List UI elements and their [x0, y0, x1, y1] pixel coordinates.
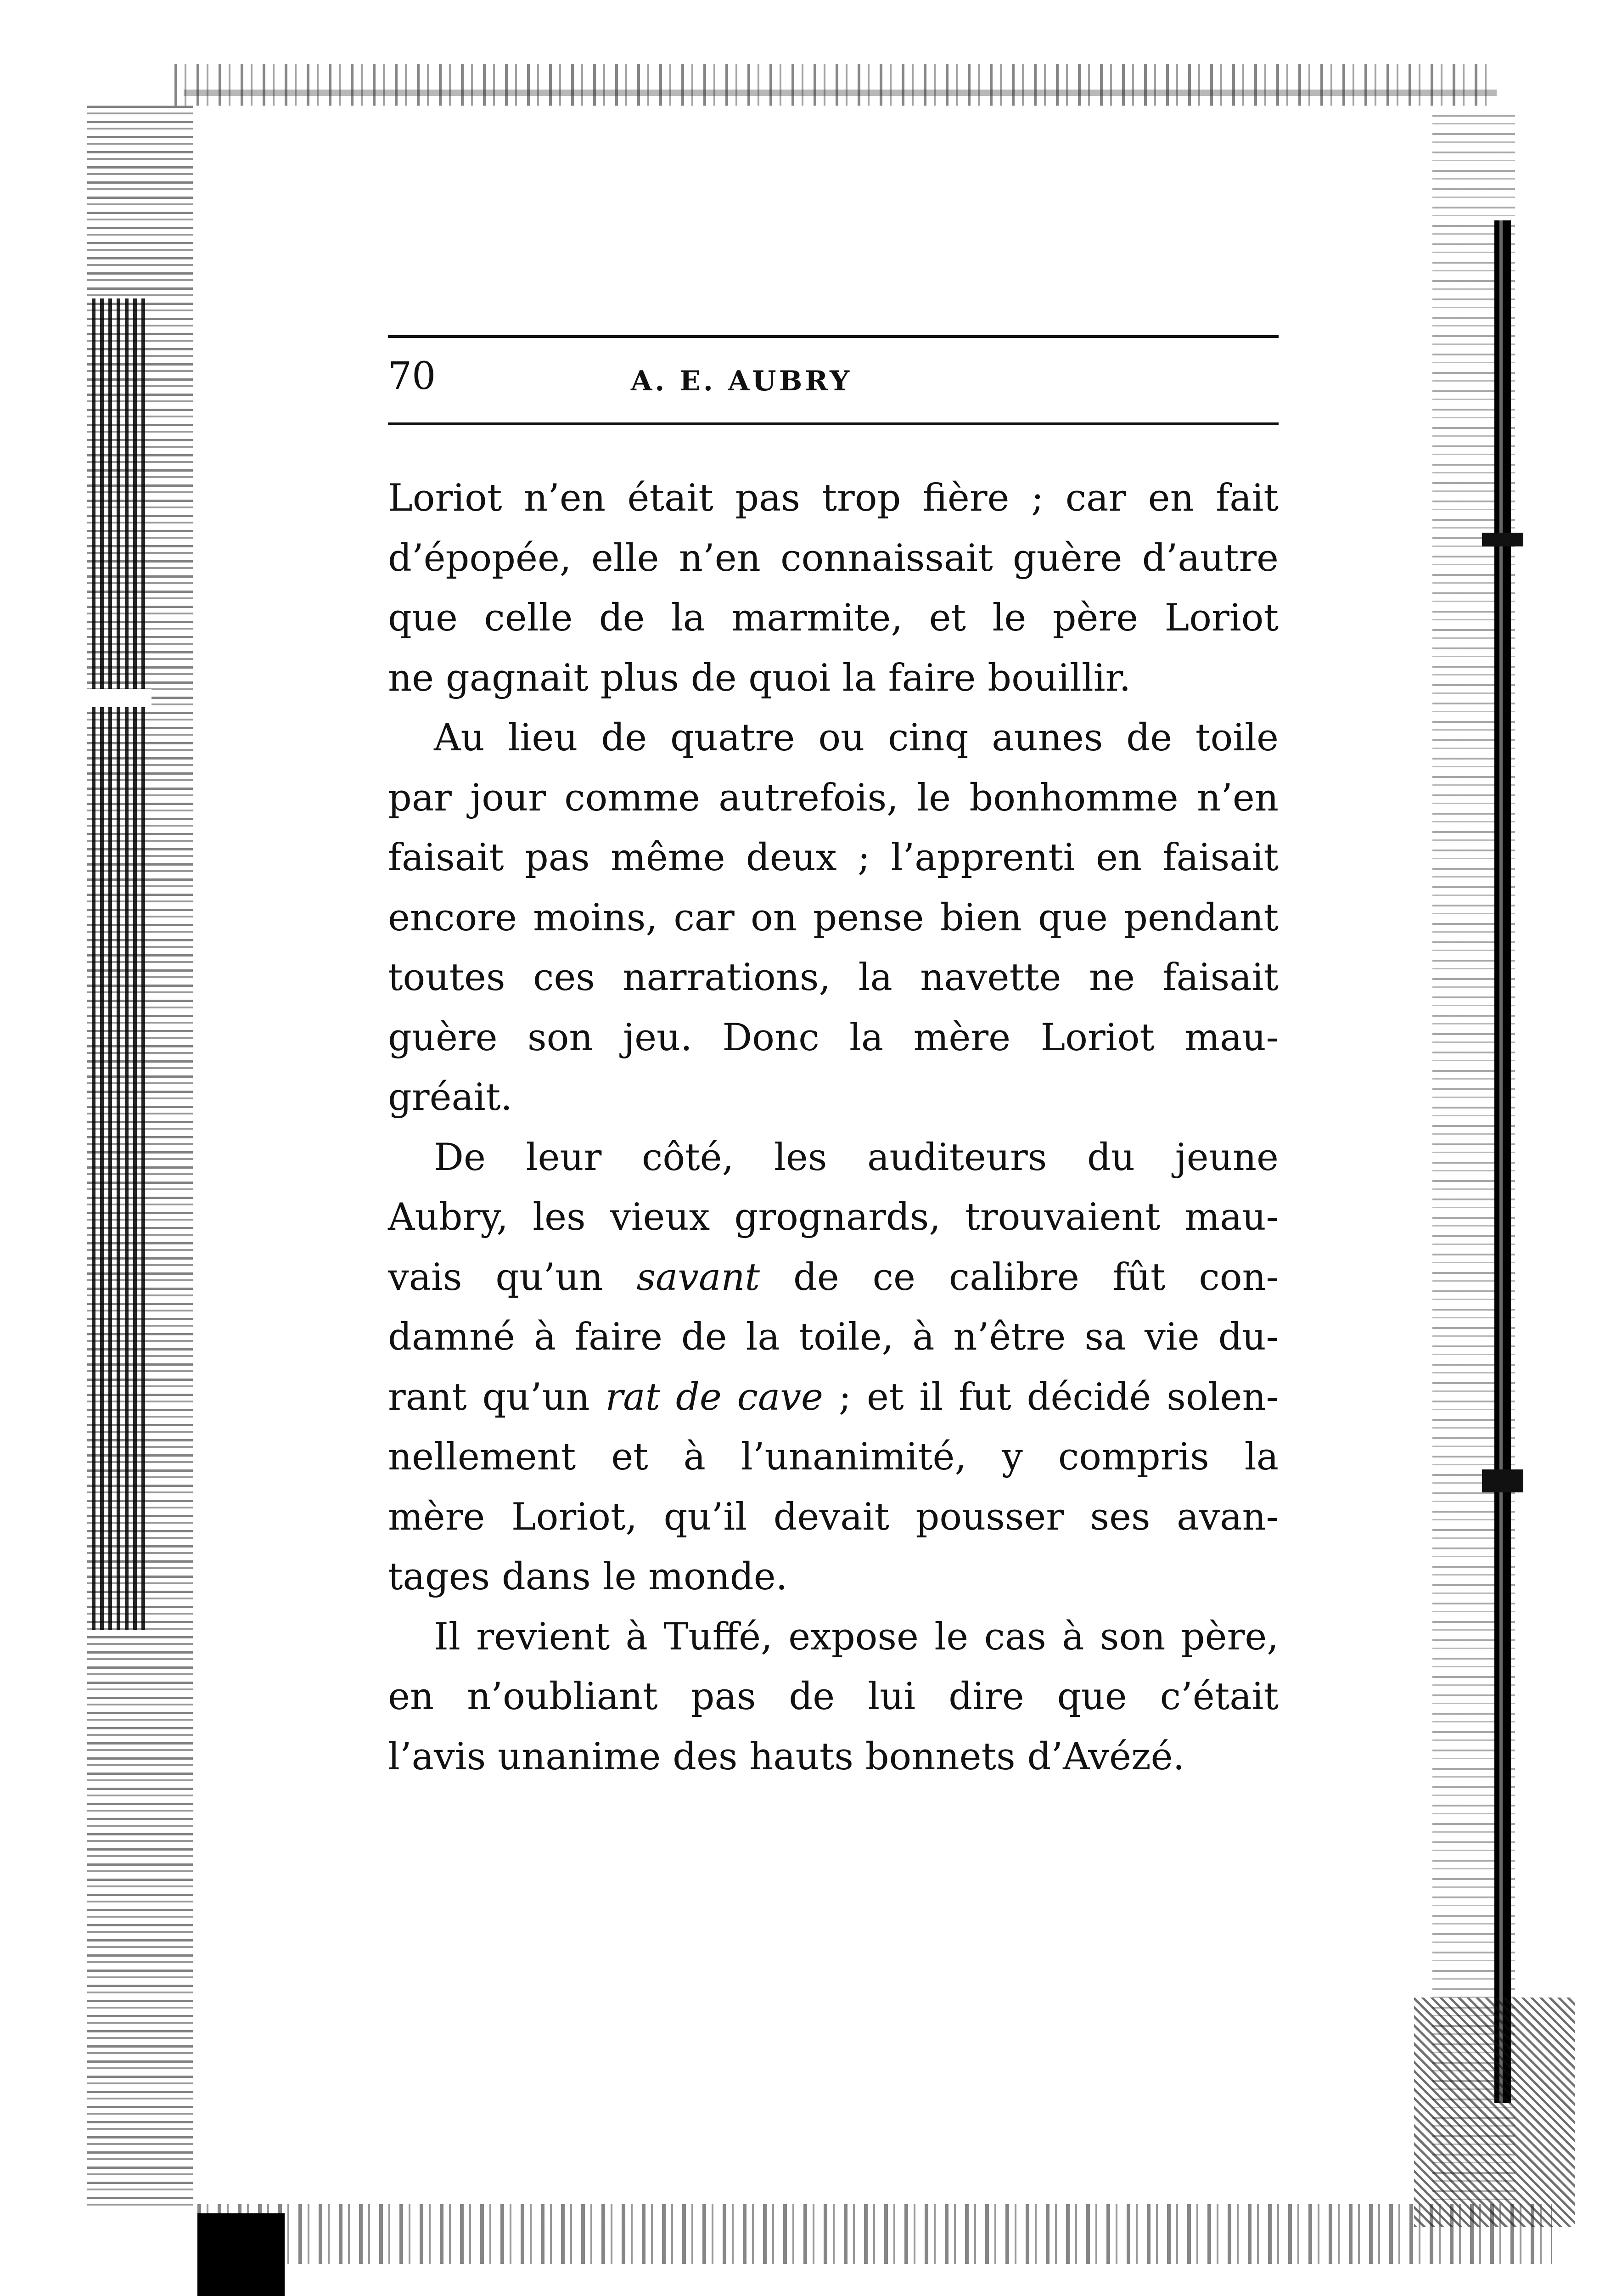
paragraph: [388, 1128, 1279, 1607]
text-line: par jour comme autrefois, le bonhomme n’en: [388, 776, 1279, 820]
scan-border-bottom-left-block: [197, 2213, 285, 2296]
text-line: d’épopée, elle n’en connaissait guère d’autre: [388, 536, 1279, 580]
text-line: gréait.: [388, 1076, 513, 1119]
text-line: Aubry, les vieux grognards, trouvaient mau-: [388, 1196, 1279, 1239]
text-line: nellement et à l’unanimité, y compris la: [388, 1435, 1279, 1479]
page-number: 70: [388, 355, 436, 398]
text-line: damné à faire de la toile, à n’être sa vie du-: [388, 1316, 1279, 1359]
text-line: faisait pas même deux ; l’apprenti en faisait: [388, 836, 1279, 879]
text-line: l’avis unanime des hauts bonnets d’Avézé.: [388, 1735, 1185, 1778]
header-rule-top: [388, 335, 1279, 338]
header-rule-bottom: [388, 422, 1279, 425]
text-line: De leur côté, les auditeurs du jeune: [434, 1136, 1279, 1179]
italic-text: savant: [636, 1255, 760, 1299]
paragraph: [388, 708, 1279, 1128]
scan-border-left-gap: [87, 689, 152, 707]
scan-border-top-edge: [184, 90, 1497, 96]
scan-border-left-bars: [92, 298, 147, 1630]
running-head: [388, 349, 1279, 404]
paragraph: [388, 1607, 1279, 1787]
text-line: guère son jeu. Donc la mère Loriot mau-: [388, 1016, 1279, 1059]
text-line: Loriot n’en était pas trop fière ; car en fait: [388, 477, 1279, 520]
scan-border-right-notch-lower: [1482, 1469, 1523, 1492]
text-line: rant qu’un rat de cave ; et il fut décidé solen-: [388, 1375, 1279, 1419]
scan-border-bottom: [197, 2204, 1552, 2264]
text-line: ne gagnait plus de quoi la faire bouillir.: [388, 656, 1131, 700]
text-line: mère Loriot, qu’il devait pousser ses avan-: [388, 1495, 1279, 1539]
body-text: [388, 468, 1279, 1787]
scan-border-top: [174, 64, 1492, 106]
text-line: en n’oubliant pas de lui dire que c’était: [388, 1675, 1279, 1718]
text-line: tages dans le monde.: [388, 1555, 788, 1598]
text-line: Au lieu de quatre ou cinq aunes de toile: [434, 716, 1279, 760]
scan-border-bottom-right: [1414, 1998, 1575, 2227]
text-line: toutes ces narrations, la navette ne faisait: [388, 956, 1279, 999]
text-line: vais qu’un savant de ce calibre fût con-: [388, 1255, 1279, 1299]
text-line: que celle de la marmite, et le père Loriot: [388, 597, 1279, 640]
scan-border-right-rail: [1494, 220, 1511, 2103]
scan-border-right-notch: [1482, 533, 1523, 546]
paragraph: [388, 468, 1279, 708]
text-line: encore moins, car on pense bien que pendant: [388, 896, 1279, 940]
running-title: A. E. AUBRY: [630, 365, 853, 397]
italic-text: rat de cave: [605, 1375, 823, 1419]
text-line: Il revient à Tuffé, expose le cas à son père,: [434, 1615, 1279, 1659]
